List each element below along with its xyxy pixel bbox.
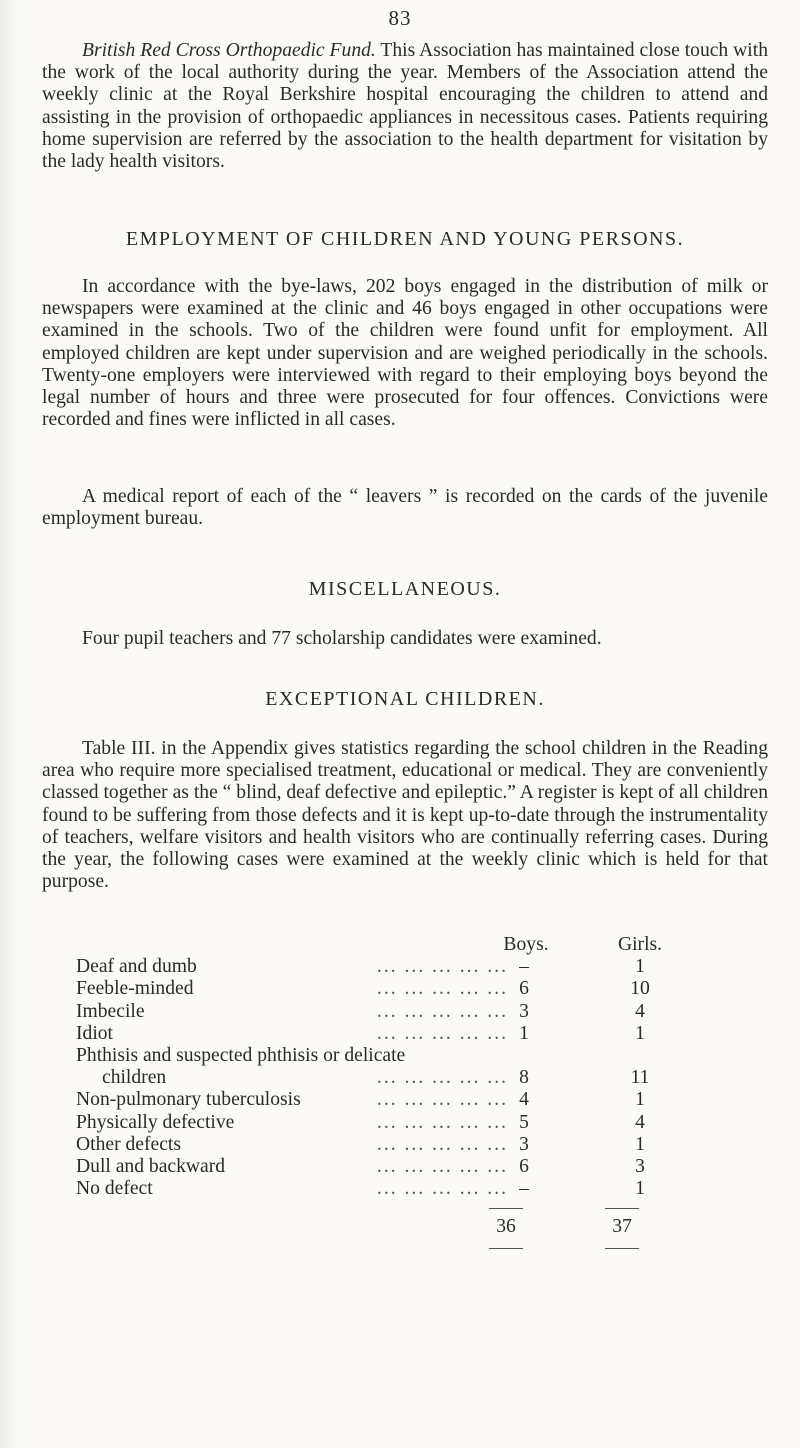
row-label: Deaf and dumb: [76, 956, 197, 978]
table-row: [76, 1067, 776, 1089]
row-girls-count: 11: [630, 1067, 650, 1089]
row-boys-count: 4: [519, 1089, 529, 1111]
leader-dots: ... ... ... ... ...: [376, 978, 508, 1000]
girls-total-rule-top: [605, 1208, 639, 1209]
paragraph-red-cross: [42, 40, 768, 173]
table-row: [76, 1156, 776, 1178]
boys-total: 36: [496, 1216, 516, 1237]
row-girls-count: 1: [635, 956, 645, 978]
row-boys-count: 3: [519, 1000, 529, 1022]
row-girls-count: 3: [635, 1155, 645, 1177]
row-girls-count: 1: [635, 1089, 645, 1111]
row-label: Physically defective: [76, 1111, 235, 1133]
row-girls-count: 1: [635, 1133, 645, 1155]
row-boys-count: –: [519, 956, 529, 978]
row-label: Idiot: [76, 1022, 114, 1044]
leader-dots: ... ... ... ... ...: [376, 1089, 508, 1111]
column-header-girls: Girls.: [617, 934, 663, 955]
row-boys-count: 6: [519, 978, 529, 1000]
table-header-row: [76, 934, 776, 956]
row-boys-count: 3: [519, 1133, 529, 1155]
girls-total: 37: [612, 1216, 632, 1237]
table-row: [76, 1112, 776, 1134]
row-girls-count: 1: [635, 1178, 645, 1200]
row-boys-count: –: [519, 1178, 529, 1200]
row-label: Phthisis and suspected phthisis or delicate: [76, 1044, 406, 1066]
row-girls-count: 1: [635, 1022, 645, 1044]
row-boys-count: 8: [519, 1067, 529, 1089]
table-row: [76, 1134, 776, 1156]
row-girls-count: 10: [630, 978, 650, 1000]
row-girls-count: 4: [635, 1111, 645, 1133]
boys-total-rule-top: [489, 1208, 523, 1209]
table-row: [76, 1178, 776, 1200]
heading-miscellaneous: MISCELLANEOUS.: [308, 578, 502, 600]
row-label: Non-pulmonary tuberculosis: [76, 1089, 301, 1111]
paragraph-red-cross-text: This Association has maintained close touch with the work of the local authority during the year. Members of the Association attend the weekly clinic at the Royal Berkshire hospital encouraging the children to attend and assisting in the provision of orthopaedic appliances in necessitous cases. Patients requiring home supervision are referred by the association to the health department for visitation by the lady health visitors.: [42, 40, 768, 173]
paragraph-miscellaneous: Four pupil teachers and 77 scholarship candidates were examined.: [82, 628, 602, 649]
table-row: [76, 1023, 776, 1045]
boys-total-rule-bottom: [489, 1248, 523, 1249]
girls-total-rule-bottom: [605, 1248, 639, 1249]
leader-dots: ... ... ... ... ...: [376, 956, 508, 978]
leader-dots: ... ... ... ... ...: [376, 1133, 508, 1155]
leader-dots: ... ... ... ... ...: [376, 1067, 508, 1089]
table-row: [76, 1001, 776, 1023]
row-boys-count: 5: [519, 1111, 529, 1133]
row-label: Imbecile: [76, 1000, 145, 1022]
exceptional-children-table: [76, 934, 776, 1200]
table-body: [76, 956, 776, 1200]
row-girls-count: 4: [635, 1000, 645, 1022]
row-boys-count: 1: [519, 1022, 529, 1044]
row-label: children: [102, 1067, 167, 1089]
paragraph-employment: In accordance with the bye-laws, 202 boys engaged in the distribution of milk or newspapers were examined at the clinic and 46 boys engaged in other occupations were examined in the schools. Two of the children were found unfit for employment. All employed children are kept under supervision and are weighed periodically in the schools. Twenty-one employers were interviewed with regard to their employing boys beyond the legal number of hours and three were prosecuted for four offences. Convictions were recorded and fines were inflicted in all cases.: [42, 276, 768, 431]
row-label: Other defects: [76, 1133, 181, 1155]
page-number: 83: [388, 6, 412, 30]
column-header-boys: Boys.: [503, 934, 549, 955]
paragraph-leavers: A medical report of each of the “ leavers ” is recorded on the cards of the juvenile employment bureau.: [42, 486, 768, 530]
table-row: [76, 1089, 776, 1111]
page-binding-shadow: [0, 0, 18, 1448]
table-row: [76, 1045, 776, 1067]
heading-exceptional-children: EXCEPTIONAL CHILDREN.: [265, 688, 545, 710]
table-row: [76, 956, 776, 978]
leader-dots: ... ... ... ... ...: [376, 1111, 508, 1133]
row-label: Feeble-minded: [76, 978, 194, 1000]
leader-dots: ... ... ... ... ...: [376, 1000, 508, 1022]
row-boys-count: 6: [519, 1155, 529, 1177]
leader-dots: ... ... ... ... ...: [376, 1178, 508, 1200]
leader-dots: ... ... ... ... ...: [376, 1022, 508, 1044]
row-label: Dull and backward: [76, 1155, 226, 1177]
heading-employment: EMPLOYMENT OF CHILDREN AND YOUNG PERSONS.: [125, 228, 685, 250]
row-label: No defect: [76, 1178, 153, 1200]
paragraph-exceptional-children: Table III. in the Appendix gives statistics regarding the school children in the Reading area who require more specialised treatment, educational or medical. They are conveniently classed together as the “ blind, deaf defective and epileptic.” A register is kept of all children found to be suffering from those defects and it is kept up-to-date through the instrumentality of teachers, welfare visitors and health visitors who are continually referring cases. During the year, the following cases were examined at the weekly clinic which is held for that purpose.: [42, 738, 768, 893]
paragraph-lead-italic: British Red Cross Orthopaedic Fund.: [82, 40, 376, 61]
table-row: [76, 978, 776, 1000]
leader-dots: ... ... ... ... ...: [376, 1155, 508, 1177]
